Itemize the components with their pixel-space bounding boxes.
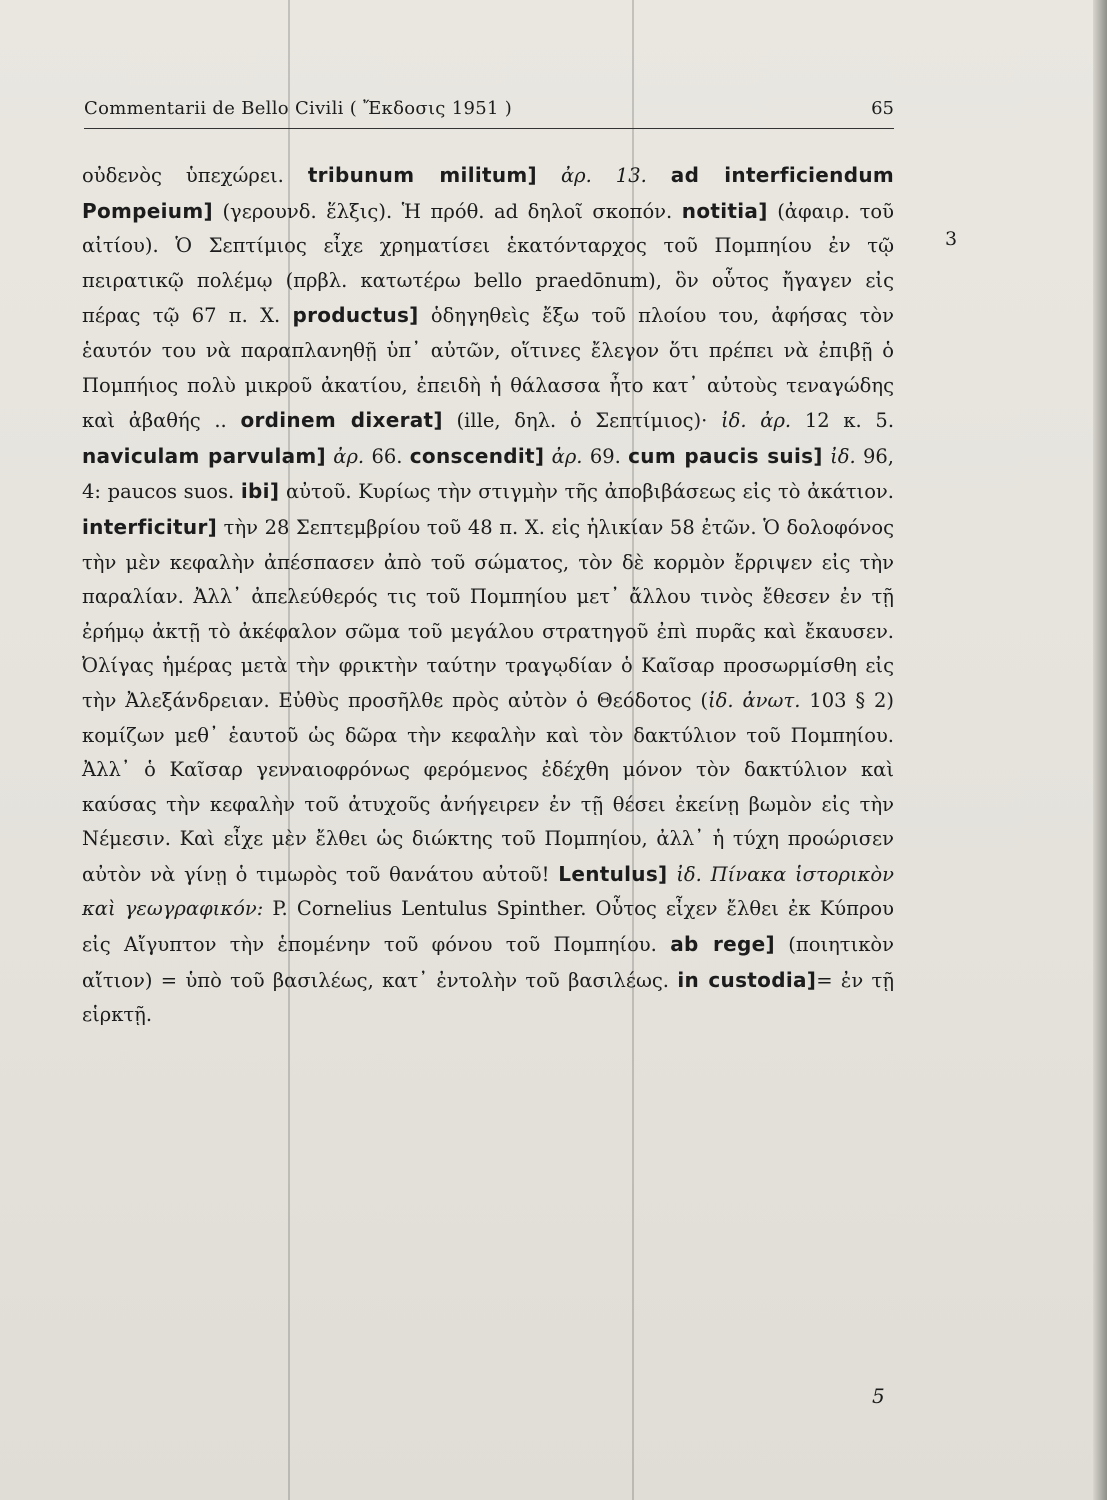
margin-line-number: 3 — [945, 228, 958, 250]
lemma: naviculam parvulam] — [82, 443, 326, 468]
lemma: tribunum militum] — [307, 163, 537, 187]
lemma: ab rege] — [670, 932, 775, 957]
reference: ἀρ. — [551, 444, 583, 468]
lemma: in custodia] — [677, 967, 817, 992]
lemma: ordinem dixerat] — [240, 408, 443, 433]
reference: ἀρ. 13. — [560, 164, 647, 187]
lemma: ibi] — [240, 479, 280, 504]
page-edge-shadow — [1093, 0, 1107, 1500]
running-header — [84, 98, 894, 128]
lemma: interficitur] — [82, 514, 218, 539]
commentary-text — [82, 158, 894, 1033]
commentary-paragraph: οὐδενὸς ὑπεχώρει. tribunum militum] ἀρ. 13. ad interficiendum Pompeium] (γερουνδ. ἕλξις). Ἡ πρόθ. ad δηλοῖ σκοπόν. notitia] (ἀφαιρ. τοῦ αἰτίου). Ὁ Σεπτίμιος εἶχε χρηματίσει ἑκατόνταρχος τοῦ Πομπηίου ἐν τῷ πειρατικῷ πολέμῳ (πρβλ. κατωτέρω bello praedōnum), ὃν οὗτος ἤγαγεν εἰς πέρας τῷ 67 π. Χ. productus] ὁδηγηθεὶς ἔξω τοῦ πλοίου του, ἀφήσας τὸν ἑαυτόν του νὰ παραπλανηθῇ ὑπ᾿ αὐτῶν, οἵτινες ἔλεγον ὅτι πρέπει νὰ ἐπιβῇ ὁ Πομπήιος πολὺ μικροῦ ἀκατίου, ἐπειδὴ ἡ θάλασσα ἦτο κατ᾿ αὐτοὺς τεναγώδης καὶ ἀβαθής .. ordinem dixerat] (ille, δηλ. ὁ Σεπτίμιος)· ἰδ. ἀρ. 12 κ. 5. naviculam parvulam] ἀρ. 66. conscendit] ἀρ. 69. cum paucis suis] ἰδ. 96, 4: paucos suos. ibi] αὐτοῦ. Κυρίως τὴν στιγμὴν τῆς ἀποβιβάσεως εἰς τὸ ἀκάτιον. interficitur] τὴν 28 Σεπτεμβρίου τοῦ 48 π. Χ. εἰς ἡλικίαν 58 ἐτῶν. Ὁ δολοφόνος τὴν μὲν κεφαλὴν ἀπέσπασεν ἀπὸ τοῦ σώματος, τὸν δὲ κορμὸν ἔρριψεν εἰς τὴν παραλίαν. Ἀλλ᾿ ἀπελεύθερός τις τοῦ Πομπηίου μετ᾿ ἄλλου τινὸς ἔθεσεν ἐν τῇ ἐρήμῳ ἀκτῇ τὸ ἀκέφαλον σῶμα τοῦ μεγάλου στρατηγοῦ ἐπὶ πυρᾶς καὶ ἔκαυσεν. Ὀλίγας ἡμέρας μετὰ τὴν φρικτὴν ταύτην τραγῳδίαν ὁ Καῖσαρ προσωρμίσθη εἰς τὴν Ἀλεξάνδρειαν. Εὐθὺς προσῆλθε πρὸς αὐτὸν ὁ Θεόδοτος (ἰδ. ἀνωτ. 103 § 2) κομίζων μεθ᾿ ἑαυτοῦ ὡς δῶρα τὴν κεφαλὴν καὶ τὸν δακτύλιον τοῦ Πομπηίου. Ἀλλ᾿ ὁ Καῖσαρ γενναιοφρόνως φερόμενος ἐδέχθη μόνον τὸν δακτύλιον καὶ καύσας τὴν κεφαλὴν τοῦ ἀτυχοῦς ἀνήγειρεν ἐν τῇ θέσει ἐκείνῃ βωμὸν εἰς τὴν Νέμεσιν. Καὶ εἶχε μὲν ἔλθει ὡς διώκτης τοῦ Πομπηίου, ἀλλ᾿ ἡ τύχη προώρισεν αὐτὸν νὰ γίνῃ ὁ τιμωρὸς τοῦ θανάτου αὐτοῦ! Lentulus] ἰδ. Πίνακα ἱστορικὸν καὶ γεωγραφικόν: P. Cornelius Lentulus Spinther. Οὗτος εἶχεν ἔλθει ἐκ Κύπρου εἰς Αἴγυπτον τὴν ἑπομένην τοῦ φόνου τοῦ Πομπηίου. ab rege] (ποιητικὸν αἴτιον) = ὑπὸ τοῦ βασιλέως, κατ᾿ ἐντολὴν τοῦ βασιλέως. in custodia]= ἐν τῇ εἱρκτῇ. — [82, 163, 895, 1027]
signature-number: 5 — [872, 1384, 885, 1408]
reference: ἰδ. ἀρ. — [721, 409, 792, 433]
reference: ἰδ. — [830, 444, 856, 468]
lemma: cum paucis suis] — [628, 443, 823, 468]
lemma: ad interficiendum Pompeium] — [82, 163, 894, 223]
reference: ἀρ. — [333, 444, 365, 468]
lemma: Lentulus] — [558, 861, 668, 886]
header-title: Commentarii de Bello Civili ( Ἔκδοσις 1951 ) — [84, 98, 513, 119]
header-rule — [84, 128, 894, 129]
header-page-number: 65 — [871, 98, 894, 119]
reference: ἰδ. ἀνωτ. — [708, 688, 801, 712]
lemma: notitia] — [681, 198, 768, 223]
lemma: productus] — [292, 303, 419, 328]
lemma: conscendit] — [409, 443, 545, 468]
reference: ἰδ. Πίνακα ἱστορικὸν καὶ γεωγραφικόν: — [82, 862, 894, 921]
